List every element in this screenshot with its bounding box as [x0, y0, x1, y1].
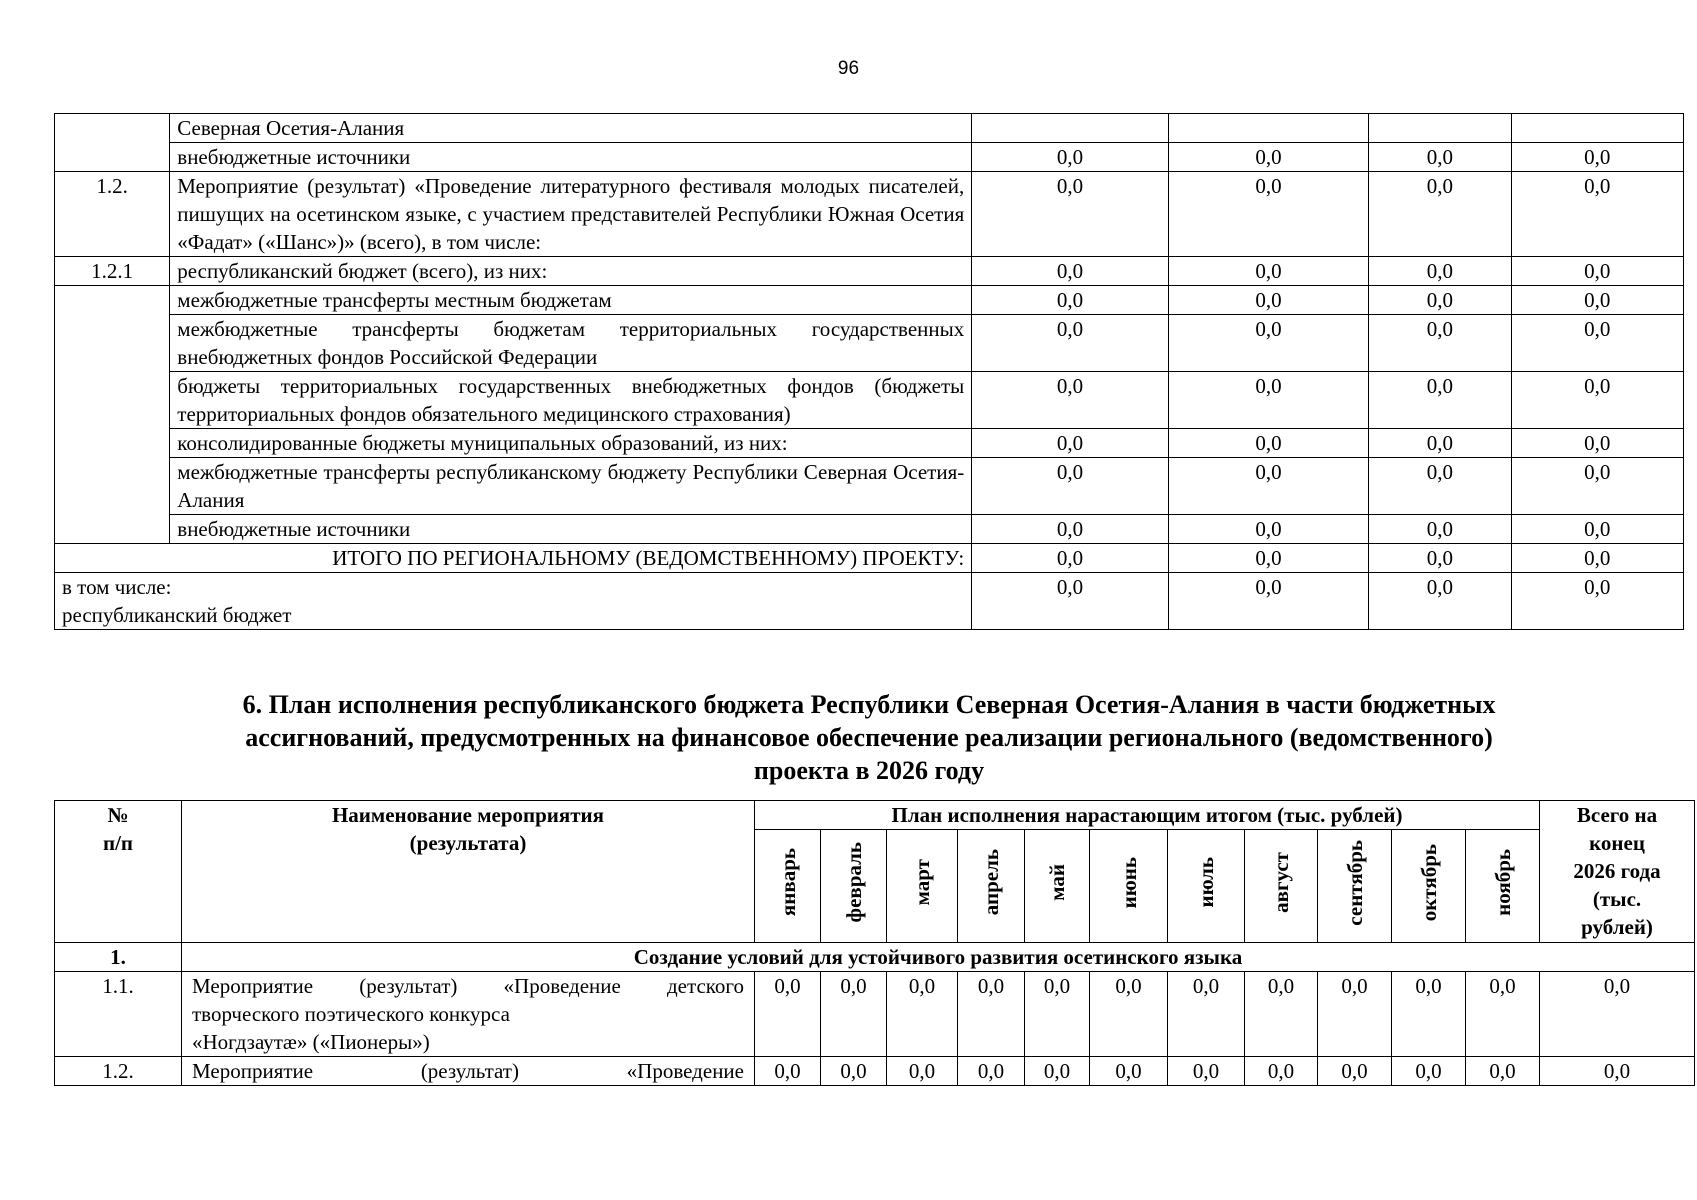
value-cell: 0,0	[1511, 315, 1683, 372]
month-header	[958, 830, 1025, 943]
value-cell: 0,0	[821, 972, 887, 1057]
value-cell: 0,0	[1369, 458, 1511, 515]
section-heading	[54, 688, 1684, 787]
value-cell: 0,0	[1369, 544, 1511, 573]
value-cell: 0,0	[1168, 286, 1368, 315]
value-cell: 0,0	[972, 172, 1168, 257]
value-cell: 0,0	[1245, 972, 1318, 1057]
month-header	[1318, 830, 1392, 943]
month-label: сентябрь	[1342, 839, 1367, 926]
table-row	[55, 114, 1684, 143]
value-cell: 0,0	[1511, 429, 1683, 458]
value-cell	[1369, 114, 1511, 143]
value-cell: 0,0	[972, 143, 1168, 172]
value-cell: 0,0	[1168, 143, 1368, 172]
header-line: Всего на	[1576, 803, 1658, 827]
value-cell: 0,0	[1168, 544, 1368, 573]
header-line: 2026 года	[1573, 859, 1661, 883]
month-header	[755, 830, 821, 943]
header-line: Наименование мероприятия	[331, 803, 605, 827]
value-cell: 0,0	[972, 573, 1168, 630]
row-number: 1.1.	[55, 972, 182, 1057]
value-cell	[1511, 114, 1683, 143]
value-cell: 0,0	[972, 429, 1168, 458]
value-cell: 0,0	[1025, 972, 1090, 1057]
header-line: (результата)	[409, 831, 527, 855]
row-number: 1.2.	[55, 172, 170, 257]
value-cell: 0,0	[972, 286, 1168, 315]
value-cell: 0,0	[887, 1057, 958, 1086]
label-line: Мероприятие (результат) «Проведение детского	[192, 974, 744, 998]
value-cell: 0,0	[1369, 515, 1511, 544]
section-title: Создание условий для устойчивого развития осетинского языка	[182, 943, 1695, 972]
value-cell: 0,0	[1168, 257, 1368, 286]
value-cell: 0,0	[1168, 172, 1368, 257]
col-name-header	[182, 801, 755, 943]
row-label: консолидированные бюджеты муниципальных образований, из них:	[170, 429, 972, 458]
including-label	[55, 573, 972, 630]
value-cell: 0,0	[1025, 1057, 1090, 1086]
month-label: февраль	[841, 842, 866, 923]
value-cell: 0,0	[1511, 143, 1683, 172]
value-cell: 0,0	[958, 1057, 1025, 1086]
month-label: октябрь	[1416, 843, 1441, 922]
value-cell: 0,0	[972, 515, 1168, 544]
value-cell: 0,0	[755, 1057, 821, 1086]
month-label: июнь	[1116, 856, 1141, 909]
month-header	[1025, 830, 1090, 943]
row-label: бюджеты территориальных государственных внебюджетных фондов (бюджеты территориальных фондов обязательного медицинского страхования)	[170, 372, 972, 429]
row-number	[55, 286, 170, 544]
row-number: 1.2.	[55, 1057, 182, 1086]
table-row	[55, 315, 1684, 372]
value-cell: 0,0	[1369, 143, 1511, 172]
month-label: январь	[775, 848, 800, 917]
value-cell: 0,0	[972, 544, 1168, 573]
value-cell: 0,0	[1511, 544, 1683, 573]
total-cell: 0,0	[1540, 1057, 1695, 1086]
section-row	[55, 943, 1695, 972]
value-cell: 0,0	[1369, 429, 1511, 458]
month-header	[1245, 830, 1318, 943]
value-cell: 0,0	[1511, 372, 1683, 429]
header-line: №	[107, 803, 129, 827]
value-cell: 0,0	[1369, 372, 1511, 429]
value-cell: 0,0	[1369, 315, 1511, 372]
budget-plan-table	[54, 800, 1695, 1086]
total-label: ИТОГО ПО РЕГИОНАЛЬНОМУ (ВЕДОМСТВЕННОМУ) ПРОЕКТУ:	[55, 544, 972, 573]
header-line: рублей)	[1581, 915, 1653, 939]
table-row	[55, 257, 1684, 286]
row-label: межбюджетные трансферты местным бюджетам	[170, 286, 972, 315]
row-label: республиканский бюджет (всего), из них:	[170, 257, 972, 286]
value-cell: 0,0	[1392, 1057, 1466, 1086]
row-label: внебюджетные источники	[170, 515, 972, 544]
page-number: 96	[837, 58, 860, 79]
value-cell: 0,0	[1369, 286, 1511, 315]
table-row	[55, 458, 1684, 515]
value-cell: 0,0	[1168, 573, 1368, 630]
month-header	[821, 830, 887, 943]
value-cell: 0,0	[1466, 972, 1540, 1057]
row-label: межбюджетные трансферты республиканскому бюджету Республики Северная Осетия-Алания	[170, 458, 972, 515]
header-line: (тыс.	[1592, 887, 1642, 911]
value-cell: 0,0	[1090, 972, 1168, 1057]
value-cell: 0,0	[1168, 458, 1368, 515]
row-number	[55, 143, 170, 172]
row-label	[182, 1057, 755, 1086]
including-budget-line: республиканский бюджет	[62, 603, 292, 627]
table-row	[55, 515, 1684, 544]
heading-line: проекта в 2026 году	[753, 756, 985, 785]
total-row	[55, 544, 1684, 573]
value-cell: 0,0	[1511, 257, 1683, 286]
month-header	[1392, 830, 1466, 943]
value-cell: 0,0	[972, 257, 1168, 286]
col-total-header	[1540, 801, 1695, 943]
table-row	[55, 429, 1684, 458]
table-row	[55, 972, 1695, 1057]
value-cell: 0,0	[887, 972, 958, 1057]
value-cell: 0,0	[1511, 458, 1683, 515]
value-cell: 0,0	[1168, 515, 1368, 544]
section-number: 1.	[55, 943, 182, 972]
total-cell: 0,0	[1540, 972, 1695, 1057]
month-label: август	[1269, 852, 1293, 913]
label-line: Мероприятие (результат) «Проведение	[192, 1059, 744, 1083]
value-cell	[972, 114, 1168, 143]
value-cell: 0,0	[1511, 515, 1683, 544]
month-header	[1168, 830, 1245, 943]
value-cell: 0,0	[1168, 1057, 1245, 1086]
heading-line: 6. План исполнения республиканского бюджета Республики Северная Осетия-Алания в части бюджетных	[242, 690, 1496, 719]
including-row	[55, 573, 1684, 630]
value-cell: 0,0	[1090, 1057, 1168, 1086]
value-cell: 0,0	[1369, 172, 1511, 257]
month-label: июль	[1194, 857, 1218, 908]
row-number	[55, 114, 170, 143]
label-line: творческого поэтического конкурса	[192, 1002, 510, 1026]
value-cell: 0,0	[1466, 1057, 1540, 1086]
value-cell: 0,0	[1369, 573, 1511, 630]
col-number-header	[55, 801, 182, 943]
table-row	[55, 172, 1684, 257]
month-label: март	[910, 859, 934, 906]
value-cell: 0,0	[755, 972, 821, 1057]
month-header	[1466, 830, 1540, 943]
value-cell: 0,0	[1318, 972, 1392, 1057]
value-cell: 0,0	[1369, 257, 1511, 286]
header-line: конец	[1589, 831, 1645, 855]
col-plan-header: План исполнения нарастающим итогом (тыс. рублей)	[755, 801, 1540, 830]
value-cell: 0,0	[972, 372, 1168, 429]
including-line: в том числе:	[62, 575, 172, 599]
header-line: п/п	[102, 831, 134, 855]
row-label: Мероприятие (результат) «Проведение литературного фестиваля молодых писателей, пишущих на осетинском языке, с участием представителей Республики Южная Осетия «Фадат» («Шанс»)» (всего), в том числе:	[170, 172, 972, 257]
table-row	[55, 1057, 1695, 1086]
table-row	[55, 286, 1684, 315]
value-cell: 0,0	[1168, 972, 1245, 1057]
value-cell: 0,0	[1511, 286, 1683, 315]
value-cell	[1168, 114, 1368, 143]
value-cell: 0,0	[1245, 1057, 1318, 1086]
funding-table-continued	[54, 113, 1684, 630]
heading-line: ассигнований, предусмотренных на финансовое обеспечение реализации регионального (ведомственного)	[245, 723, 1493, 752]
row-label	[182, 972, 755, 1057]
value-cell: 0,0	[821, 1057, 887, 1086]
value-cell: 0,0	[1318, 1057, 1392, 1086]
row-label: межбюджетные трансферты бюджетам территориальных государственных внебюджетных фондов Российской Федерации	[170, 315, 972, 372]
value-cell: 0,0	[1392, 972, 1466, 1057]
month-label: апрель	[979, 849, 1003, 916]
label-line: «Ногдзаутæ» («Пионеры»)	[192, 1030, 430, 1054]
month-header	[1090, 830, 1168, 943]
value-cell: 0,0	[958, 972, 1025, 1057]
value-cell: 0,0	[1511, 573, 1683, 630]
month-header	[887, 830, 958, 943]
value-cell: 0,0	[1168, 429, 1368, 458]
row-label: Северная Осетия-Алания	[170, 114, 972, 143]
value-cell: 0,0	[972, 458, 1168, 515]
table-row	[55, 372, 1684, 429]
table-row	[55, 143, 1684, 172]
header-row	[55, 801, 1695, 830]
month-label: ноябрь	[1490, 849, 1515, 916]
row-label: внебюджетные источники	[170, 143, 972, 172]
month-label: май	[1045, 864, 1069, 901]
value-cell: 0,0	[1511, 172, 1683, 257]
row-number: 1.2.1	[55, 257, 170, 286]
value-cell: 0,0	[1168, 372, 1368, 429]
value-cell: 0,0	[972, 315, 1168, 372]
value-cell: 0,0	[1168, 315, 1368, 372]
